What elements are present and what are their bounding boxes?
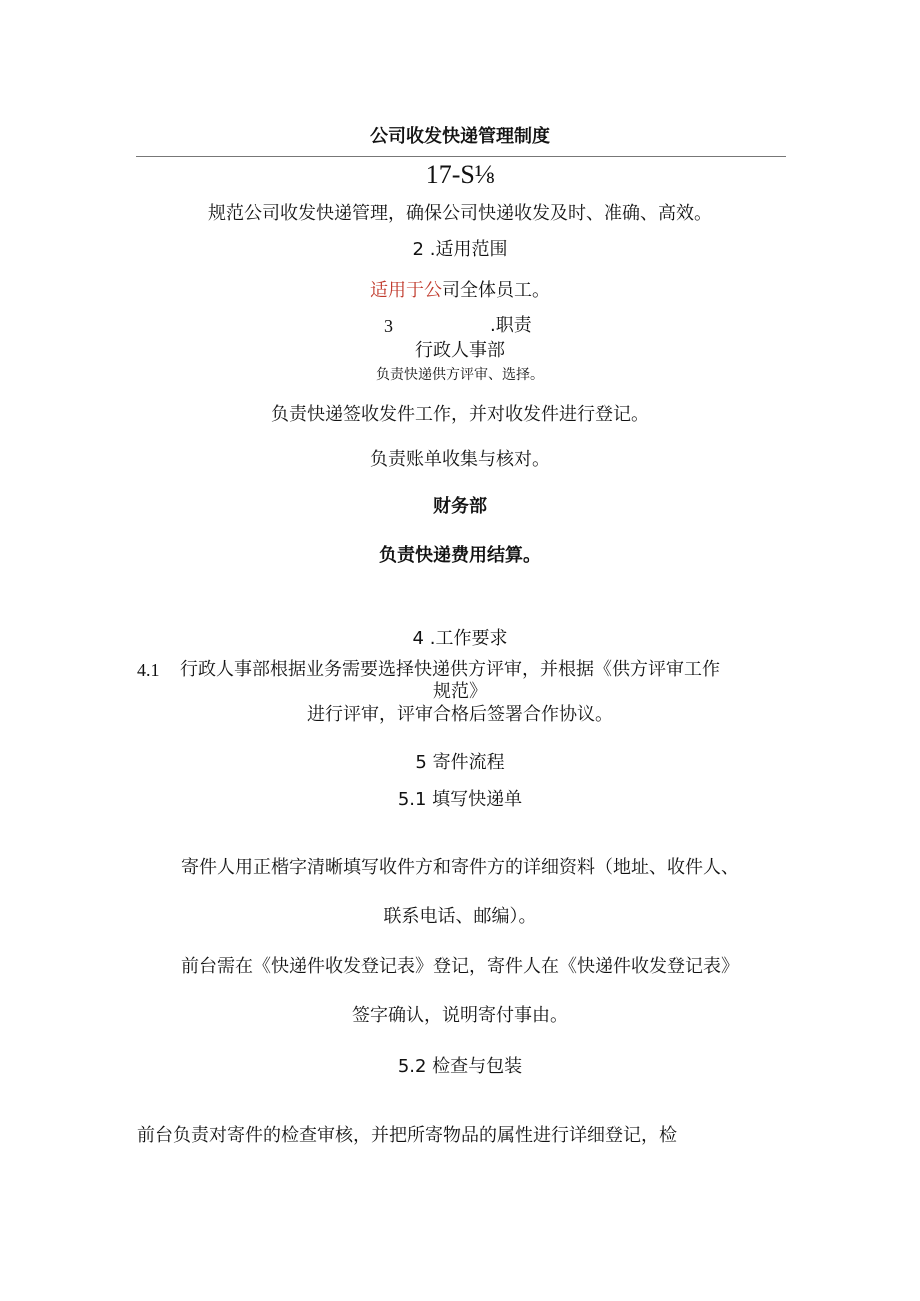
check-text: 前台负责对寄件的检查审核，并把所寄物品的属性进行详细登记，检 [137, 1125, 677, 1146]
scope-text-highlight: 适用于公 [370, 280, 442, 301]
section-5-heading: 5 寄件流程 [415, 752, 505, 773]
scope-text [0, 280, 920, 302]
req-4-1-end: 进行评审，评审合格后签署合作协议。 [307, 704, 613, 725]
admin-duty-3: 负责账单收集与核对。 [370, 449, 550, 470]
admin-duty-1: 负责快递供方评审、选择。 [376, 367, 544, 383]
purpose-text: 规范公司收发快递管理，确保公司快递收发及时、准确、高效。 [208, 203, 712, 224]
finance-duty: 负责快递费用结算。 [379, 545, 541, 566]
title-divider [136, 156, 786, 157]
dept-admin: 行政人事部 [415, 340, 505, 361]
req-4-1-number: 4.1 [137, 660, 160, 680]
register-text-2: 签字确认，说明寄付事由。 [352, 1005, 568, 1026]
section-4-heading: 4 .工作要求 [412, 628, 508, 649]
admin-duty-2: 负责快递签收发件工作，并对收发件进行登记。 [271, 404, 649, 425]
subsection-5-2: 5.2 检查与包装 [397, 1056, 523, 1077]
req-4-1-cont: 规范》 [433, 681, 487, 702]
section-3-number: 3 [384, 316, 393, 336]
register-text-1: 前台需在《快递件收发登记表》登记，寄件人在《快递件收发登记表》 [181, 956, 739, 977]
scope-text-rest: 司全体员工。 [442, 280, 550, 301]
section-2-heading: 2 .适用范围 [412, 239, 508, 260]
fill-text-1: 寄件人用正楷字清晰填写收件方和寄件方的详细资料（地址、收件人、 [181, 857, 739, 878]
fill-text-2: 联系电话、邮编）。 [383, 906, 537, 927]
document-title: 公司收发快递管理制度 [370, 126, 550, 147]
section-3-title: .职责 [490, 315, 532, 336]
subsection-5-1: 5.1 填写快递单 [397, 789, 523, 810]
section-1-heading: 17-S⅛ [425, 160, 495, 189]
req-4-1-text: 行政人事部根据业务需要选择快递供方评审，并根据《供方评审工作 [180, 659, 720, 680]
dept-finance: 财务部 [433, 496, 487, 517]
